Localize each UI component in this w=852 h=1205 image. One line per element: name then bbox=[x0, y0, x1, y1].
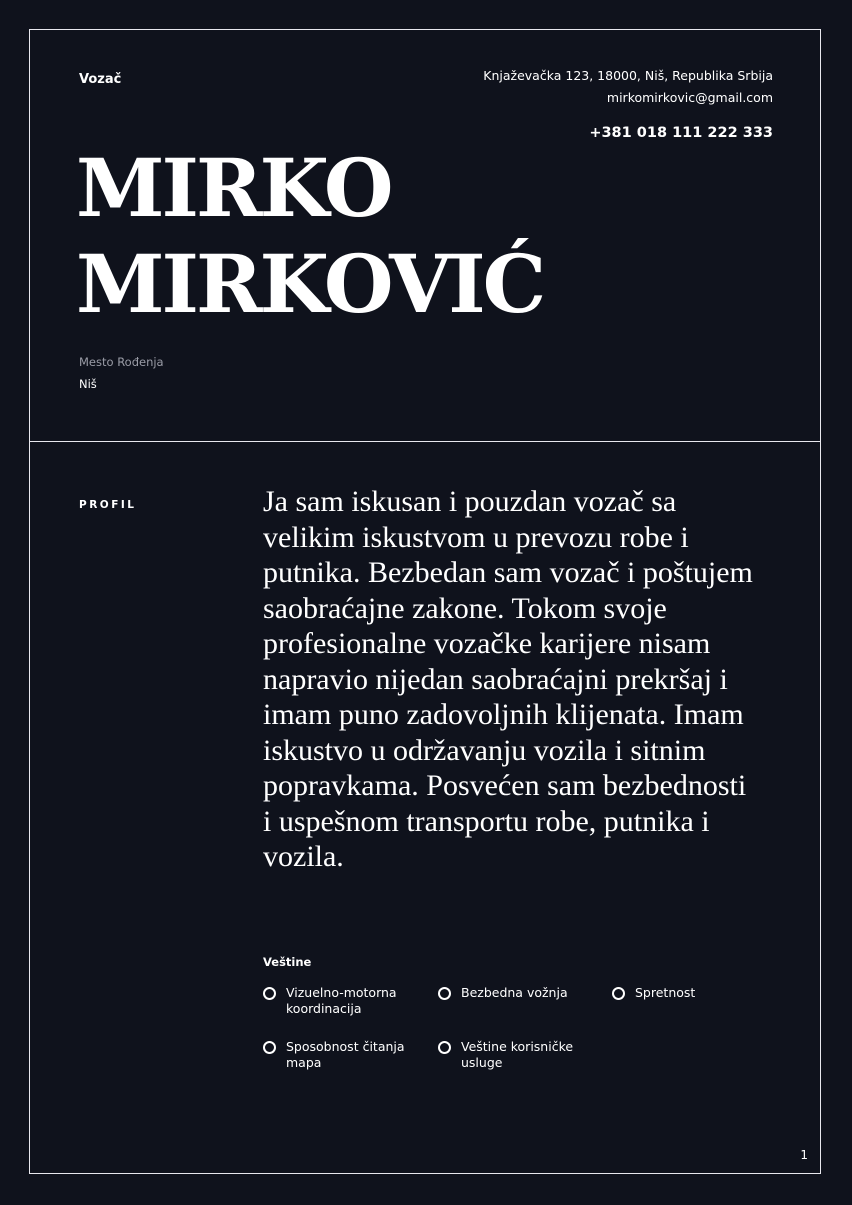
address: Knjaževačka 123, 18000, Niš, Republika Srbija bbox=[483, 68, 773, 83]
phone-number: +381 018 111 222 333 bbox=[589, 125, 773, 141]
skill-item bbox=[263, 1039, 423, 1071]
job-title: Vozač bbox=[79, 72, 122, 87]
full-name bbox=[76, 140, 543, 332]
profile-text: Ja sam iskusan i pouzdan vozač sa velikim iskustvom u prevozu robe i putnika. Bezbedan sam vozač i poštujem saobraćajne zakone. Tokom svoje profesionalne vozačke karijere nisam napravio nijedan saobraćajni prekršaj i imam puno zadovoljnih klijenata. Imam iskustvo u održavanju vozila i sitnim popravkama. Posvećen sam bezbednosti i uspešnom transportu robe, putnika i vozila. bbox=[263, 485, 753, 873]
skill-item bbox=[612, 985, 772, 1001]
email: mirkomirkovic@gmail.com bbox=[606, 90, 773, 105]
skill-label: Spretnost bbox=[635, 985, 696, 1000]
circle-bullet-icon bbox=[612, 987, 625, 1000]
page-number: 1 bbox=[800, 1148, 808, 1162]
skill-label: Sposobnost čitanja mapa bbox=[286, 1039, 405, 1070]
birthplace-label: Mesto Rođenja bbox=[79, 355, 164, 369]
skill-label: Bezbedna vožnja bbox=[461, 985, 568, 1000]
circle-bullet-icon bbox=[438, 987, 451, 1000]
contact-info bbox=[483, 65, 773, 109]
skill-item bbox=[438, 1039, 598, 1071]
circle-bullet-icon bbox=[263, 987, 276, 1000]
skill-label: Vizuelno-motorna koordinacija bbox=[286, 985, 397, 1016]
skills-title: Veštine bbox=[263, 955, 312, 969]
last-name: MIRKOVIĆ bbox=[76, 237, 544, 331]
profile-section-label: PROFIL bbox=[79, 499, 137, 511]
skill-label: Veštine korisničke usluge bbox=[461, 1039, 574, 1070]
skill-item bbox=[263, 985, 423, 1017]
circle-bullet-icon bbox=[438, 1041, 451, 1054]
birthplace-value: Niš bbox=[79, 377, 97, 391]
skill-item bbox=[438, 985, 598, 1001]
circle-bullet-icon bbox=[263, 1041, 276, 1054]
section-divider bbox=[29, 441, 821, 442]
first-name: MIRKO bbox=[76, 141, 391, 235]
